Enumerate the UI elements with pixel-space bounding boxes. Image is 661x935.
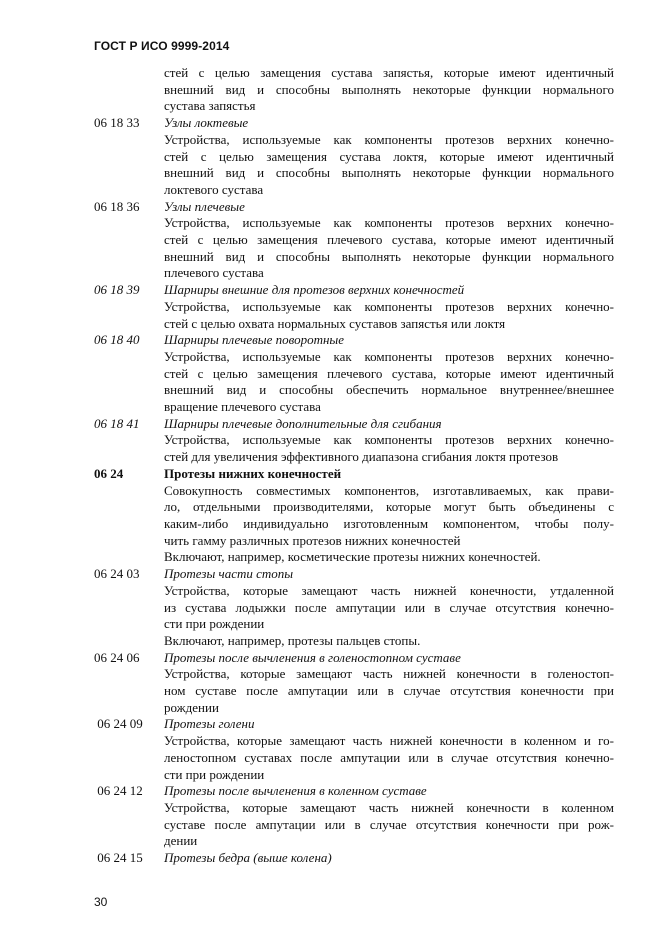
entry-code: 06 18 40 [94,332,140,348]
entry-code: 06 18 36 [94,198,140,214]
entry-title: Протезы после вычленения в коленном суставе [164,783,427,799]
entry-code: 06 24 15 [94,850,143,866]
entry-code: 06 24 03 [94,566,140,582]
entry-061833 [94,115,614,199]
entry-note: Включают, например, протезы пальцев стопы. [164,632,421,648]
entry-description: Устройства, которые замещают часть нижней конечности в коленном суставе после ампутации или в случае отсутствия конечности при рож- дении [164,799,614,849]
page-header: ГОСТ Р ИСО 9999-2014 [94,39,230,53]
entry-description: Устройства, используемые как компоненты протезов верхних конечно- стей с целью замещения плечевого сустава, которые имеют идентичный внешний вид и способны обеспечить нормальное внутреннее/внешнее вращение плечевого сустава [164,348,614,415]
entry-code: 06 24 12 [94,783,143,799]
entry-062409 [94,716,614,783]
entry-code: 06 24 [94,465,124,481]
entry-title: Узлы локтевые [164,115,249,131]
entry-description: Устройства, которые замещают часть нижней конечности, утдаленной из сустава лодыжки после ампутации или в случае отсутствия конечно- сти при рождении [164,582,614,632]
entry-title: Протезы голени [164,716,255,732]
entry-0624 [94,466,614,566]
continuation-text: стей с целью замещения сустава запястья, которые имеют идентичный внешний вид и способны выполнять некоторые функции нормального сустава запястья [164,65,614,114]
entry-061836 [94,199,614,283]
entry-description: Устройства, используемые как компоненты протезов верхних конечно- стей с целью замещения сустава локтя, которые имеют идентичный внешний вид и способны выполнять некоторые функции нормального локтевого сустава [164,131,614,197]
document-body [94,65,614,867]
entry-061839 [94,282,614,332]
entry-description: Устройства, используемые как компоненты протезов верхних конечно- стей с целью охвата нормальных суставов запястья или локтя [164,298,614,331]
page-number: 30 [94,895,108,909]
continuation-entry [94,65,614,115]
entry-title: Протезы нижних конечностей [164,465,342,481]
entry-code: 06 18 41 [94,415,140,431]
entry-062403 [94,566,614,650]
entry-description: Совокупность совместимых компонентов, изготавливаемых, как прави- ло, отдельными производителями, которые могут быть объединены с каким-либо индивидуально изготовленным компонентом, чтобы полу- чить гамму различных протезов нижних конечностей [164,482,614,548]
entry-code: 06 18 39 [94,282,140,298]
entry-062406 [94,650,614,717]
entry-code: 06 24 06 [94,649,140,665]
entry-title: Узлы плечевые [164,198,245,214]
entry-note: Включают, например, косметические протезы нижних конечностей. [164,549,541,565]
entry-061840 [94,332,614,416]
entry-description: Устройства, используемые как компоненты протезов верхних конечно- стей с целью замещения плечевого сустава, которые имеют идентичный внешний вид и способны выполнять некоторые функции нормального плечевого сустава [164,215,614,281]
entry-description: Устройства, которые замещают часть нижней конечности в коленном и го- леностопном суставах после ампутации или в случае отсутствия конечно- сти при рождении [164,733,614,782]
entry-title: Протезы части стопы [164,566,294,582]
entry-code: 06 18 33 [94,115,140,131]
entry-062415 [94,850,614,867]
entry-code: 06 24 09 [94,716,143,732]
entry-title: Шарниры плечевые дополнительные для сгибания [164,415,442,431]
entry-description: Устройства, которые замещают часть нижней конечности в голеностоп- ном суставе после ампутации или в случае отсутствия конечности при рождении [164,666,614,715]
entry-title: Протезы после вычленения в голеностопном суставе [164,649,461,665]
entry-description: Устройства, используемые как компоненты протезов верхних конечно- стей для увеличения эффективного диапазона сгибания локтя протезов [164,432,614,465]
entry-title: Шарниры внешние для протезов верхних конечностей [164,282,465,298]
entry-061841 [94,416,614,466]
entry-title: Шарниры плечевые поворотные [164,332,344,348]
entry-062412 [94,783,614,850]
entry-title: Протезы бедра (выше колена) [164,850,332,866]
